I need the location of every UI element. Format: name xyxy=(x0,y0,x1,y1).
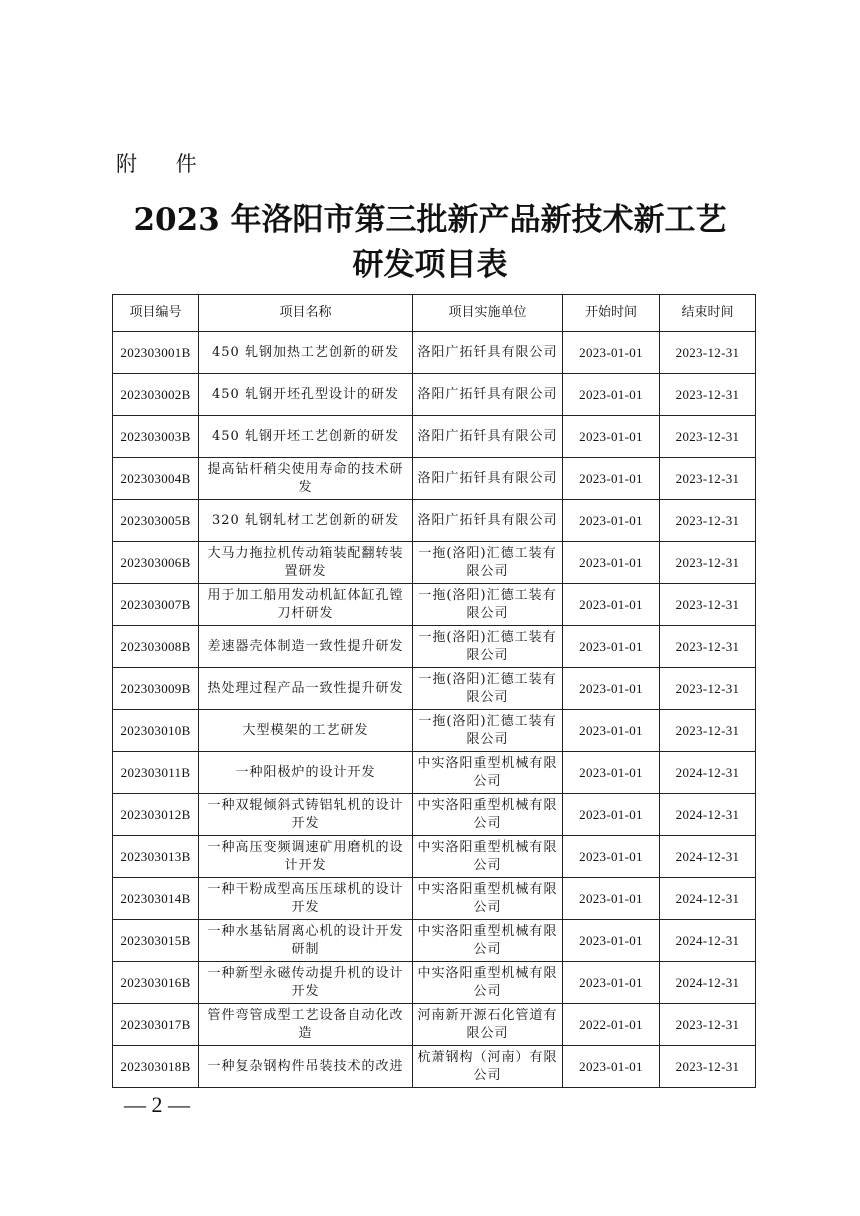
table-row xyxy=(113,584,756,626)
cell-unit: 一拖(洛阳)汇德工装有限公司 xyxy=(413,542,563,584)
header-start: 开始时间 xyxy=(563,295,660,332)
cell-start: 2023-01-01 xyxy=(563,416,660,458)
table-row xyxy=(113,962,756,1004)
table-row xyxy=(113,542,756,584)
cell-unit: 一拖(洛阳)汇德工装有限公司 xyxy=(413,668,563,710)
table-row xyxy=(113,458,756,500)
table-row xyxy=(113,1046,756,1088)
cell-start: 2023-01-01 xyxy=(563,962,660,1004)
cell-name: 大型模架的工艺研发 xyxy=(199,710,413,752)
cell-code: 202303018B xyxy=(113,1046,199,1088)
cell-start: 2023-01-01 xyxy=(563,584,660,626)
cell-unit: 一拖(洛阳)汇德工装有限公司 xyxy=(413,584,563,626)
cell-code: 202303012B xyxy=(113,794,199,836)
cell-end: 2024-12-31 xyxy=(660,962,756,1004)
cell-name: 一种阳极炉的设计开发 xyxy=(199,752,413,794)
cell-code: 202303008B xyxy=(113,626,199,668)
cell-end: 2023-12-31 xyxy=(660,668,756,710)
cell-start: 2023-01-01 xyxy=(563,1046,660,1088)
cell-name: 一种双辊倾斜式铸铝轧机的设计开发 xyxy=(199,794,413,836)
cell-start: 2023-01-01 xyxy=(563,794,660,836)
cell-start: 2023-01-01 xyxy=(563,752,660,794)
cell-end: 2023-12-31 xyxy=(660,374,756,416)
cell-code: 202303011B xyxy=(113,752,199,794)
cell-unit: 中实洛阳重型机械有限公司 xyxy=(413,962,563,1004)
cell-unit: 中实洛阳重型机械有限公司 xyxy=(413,752,563,794)
cell-start: 2022-01-01 xyxy=(563,1004,660,1046)
cell-unit: 河南新开源石化管道有限公司 xyxy=(413,1004,563,1046)
cell-code: 202303003B xyxy=(113,416,199,458)
cell-name: 管件弯管成型工艺设备自动化改造 xyxy=(199,1004,413,1046)
cell-name: 用于加工船用发动机缸体缸孔镗刀杆研发 xyxy=(199,584,413,626)
cell-name: 提高钻杆稍尖使用寿命的技术研发 xyxy=(199,458,413,500)
cell-name: 450 轧钢开坯孔型设计的研发 xyxy=(199,374,413,416)
table-row xyxy=(113,752,756,794)
cell-start: 2023-01-01 xyxy=(563,458,660,500)
cell-end: 2024-12-31 xyxy=(660,878,756,920)
cell-name: 差速器壳体制造一致性提升研发 xyxy=(199,626,413,668)
table-row xyxy=(113,794,756,836)
cell-code: 202303009B xyxy=(113,668,199,710)
cell-code: 202303014B xyxy=(113,878,199,920)
cell-name: 一种水基钻屑离心机的设计开发研制 xyxy=(199,920,413,962)
header-unit: 项目实施单位 xyxy=(413,295,563,332)
attachment-label: 附 件 xyxy=(116,152,213,176)
cell-start: 2023-01-01 xyxy=(563,878,660,920)
cell-name: 320 轧钢轧材工艺创新的研发 xyxy=(199,500,413,542)
cell-name: 450 轧钢加热工艺创新的研发 xyxy=(199,332,413,374)
cell-code: 202303006B xyxy=(113,542,199,584)
cell-end: 2024-12-31 xyxy=(660,752,756,794)
header-name: 项目名称 xyxy=(199,295,413,332)
cell-code: 202303015B xyxy=(113,920,199,962)
cell-unit: 中实洛阳重型机械有限公司 xyxy=(413,794,563,836)
cell-unit: 中实洛阳重型机械有限公司 xyxy=(413,836,563,878)
cell-code: 202303013B xyxy=(113,836,199,878)
cell-name: 一种复杂钢构件吊装技术的改进 xyxy=(199,1046,413,1088)
cell-code: 202303010B xyxy=(113,710,199,752)
cell-unit: 洛阳广拓钎具有限公司 xyxy=(413,374,563,416)
table-row xyxy=(113,878,756,920)
cell-unit: 洛阳广拓钎具有限公司 xyxy=(413,500,563,542)
cell-end: 2023-12-31 xyxy=(660,1046,756,1088)
cell-end: 2023-12-31 xyxy=(660,584,756,626)
table-row xyxy=(113,500,756,542)
cell-name: 一种新型永磁传动提升机的设计开发 xyxy=(199,962,413,1004)
cell-code: 202303002B xyxy=(113,374,199,416)
table-row xyxy=(113,710,756,752)
cell-name: 450 轧钢开坯工艺创新的研发 xyxy=(199,416,413,458)
cell-end: 2024-12-31 xyxy=(660,920,756,962)
cell-start: 2023-01-01 xyxy=(563,374,660,416)
cell-end: 2023-12-31 xyxy=(660,542,756,584)
cell-name: 一种干粉成型高压压球机的设计开发 xyxy=(199,878,413,920)
cell-code: 202303016B xyxy=(113,962,199,1004)
table-row xyxy=(113,836,756,878)
table-row xyxy=(113,668,756,710)
cell-unit: 中实洛阳重型机械有限公司 xyxy=(413,878,563,920)
cell-unit: 洛阳广拓钎具有限公司 xyxy=(413,332,563,374)
cell-start: 2023-01-01 xyxy=(563,542,660,584)
cell-unit: 洛阳广拓钎具有限公司 xyxy=(413,416,563,458)
cell-end: 2023-12-31 xyxy=(660,500,756,542)
page-title-line-1: 2023 年洛阳市第三批新产品新技术新工艺 xyxy=(133,202,727,238)
cell-end: 2023-12-31 xyxy=(660,332,756,374)
table-row xyxy=(113,626,756,668)
page-number: — 2 — xyxy=(124,1092,190,1117)
cell-name: 热处理过程产品一致性提升研发 xyxy=(199,668,413,710)
project-table xyxy=(112,294,756,1088)
cell-end: 2023-12-31 xyxy=(660,416,756,458)
cell-unit: 中实洛阳重型机械有限公司 xyxy=(413,920,563,962)
cell-start: 2023-01-01 xyxy=(563,500,660,542)
table-row xyxy=(113,332,756,374)
cell-name: 大马力拖拉机传动箱装配翻转装置研发 xyxy=(199,542,413,584)
cell-end: 2024-12-31 xyxy=(660,836,756,878)
table-header-row xyxy=(113,295,756,332)
cell-end: 2024-12-31 xyxy=(660,794,756,836)
cell-start: 2023-01-01 xyxy=(563,710,660,752)
cell-end: 2023-12-31 xyxy=(660,626,756,668)
cell-start: 2023-01-01 xyxy=(563,668,660,710)
cell-code: 202303004B xyxy=(113,458,199,500)
cell-unit: 一拖(洛阳)汇德工装有限公司 xyxy=(413,626,563,668)
cell-start: 2023-01-01 xyxy=(563,920,660,962)
cell-start: 2023-01-01 xyxy=(563,332,660,374)
table-row xyxy=(113,1004,756,1046)
cell-name: 一种高压变频调速矿用磨机的设计开发 xyxy=(199,836,413,878)
table-row xyxy=(113,416,756,458)
header-code: 项目编号 xyxy=(113,295,199,332)
table-row xyxy=(113,920,756,962)
cell-end: 2023-12-31 xyxy=(660,1004,756,1046)
cell-unit: 一拖(洛阳)汇德工装有限公司 xyxy=(413,710,563,752)
cell-code: 202303017B xyxy=(113,1004,199,1046)
cell-code: 202303001B xyxy=(113,332,199,374)
cell-unit: 杭萧钢构（河南）有限公司 xyxy=(413,1046,563,1088)
cell-code: 202303005B xyxy=(113,500,199,542)
cell-end: 2023-12-31 xyxy=(660,710,756,752)
cell-end: 2023-12-31 xyxy=(660,458,756,500)
table-row xyxy=(113,374,756,416)
cell-start: 2023-01-01 xyxy=(563,836,660,878)
page-title-line-2: 研发项目表 xyxy=(352,247,508,283)
cell-unit: 洛阳广拓钎具有限公司 xyxy=(413,458,563,500)
header-end: 结束时间 xyxy=(660,295,756,332)
cell-code: 202303007B xyxy=(113,584,199,626)
cell-start: 2023-01-01 xyxy=(563,626,660,668)
